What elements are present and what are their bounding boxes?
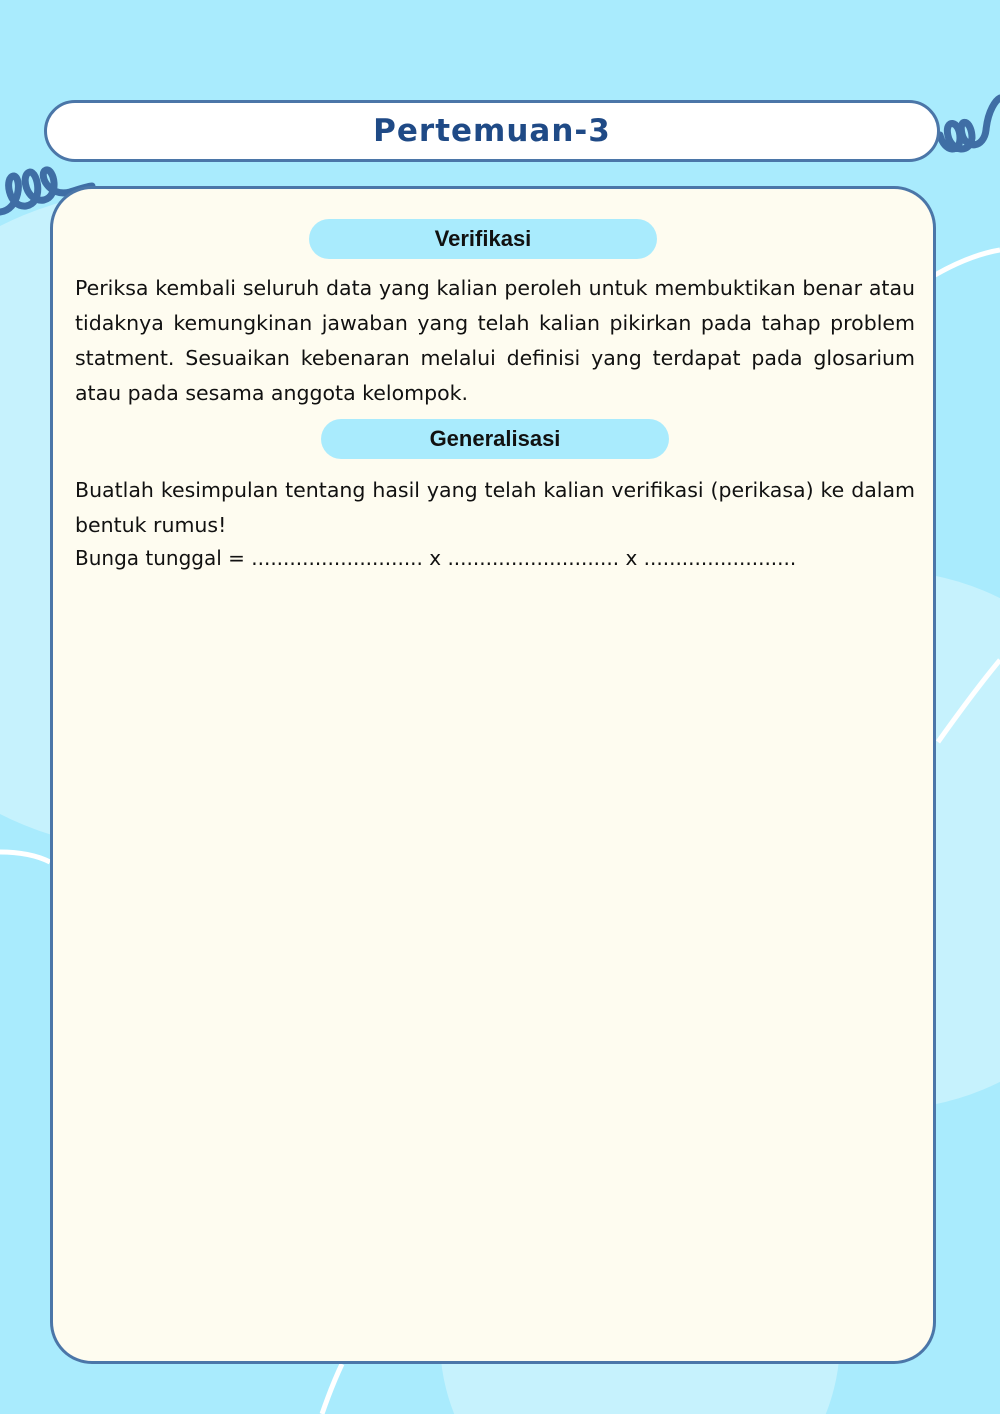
page-title: Pertemuan-3 xyxy=(373,113,611,149)
squiggle-right-icon xyxy=(940,98,1000,149)
bg-white-curve-1 xyxy=(935,250,1000,275)
bg-white-curve-4 xyxy=(322,1364,342,1414)
bg-white-curve-3 xyxy=(0,852,50,862)
section-heading-verifikasi: Verifikasi xyxy=(309,219,657,259)
section-heading-generalisasi: Generalisasi xyxy=(321,419,669,459)
title-banner xyxy=(44,100,940,162)
formula-fill-in-line[interactable]: Bunga tunggal = ........................... x ........................... x ........................ xyxy=(75,546,797,570)
content-card xyxy=(50,186,936,1364)
generalisasi-paragraph: Buatlah kesimpulan tentang hasil yang telah kalian verifikasi (perikasa) ke dalam bentuk rumus! xyxy=(75,478,915,537)
verifikasi-paragraph: Periksa kembali seluruh data yang kalian peroleh untuk membuktikan benar atau tidaknya kemungkinan jawaban yang telah kalian pikirkan pada tahap problem statment. Sesuaikan kebenaran melalui definisi yang terdapat pada glosarium atau pada sesama anggota kelompok. xyxy=(75,276,915,405)
